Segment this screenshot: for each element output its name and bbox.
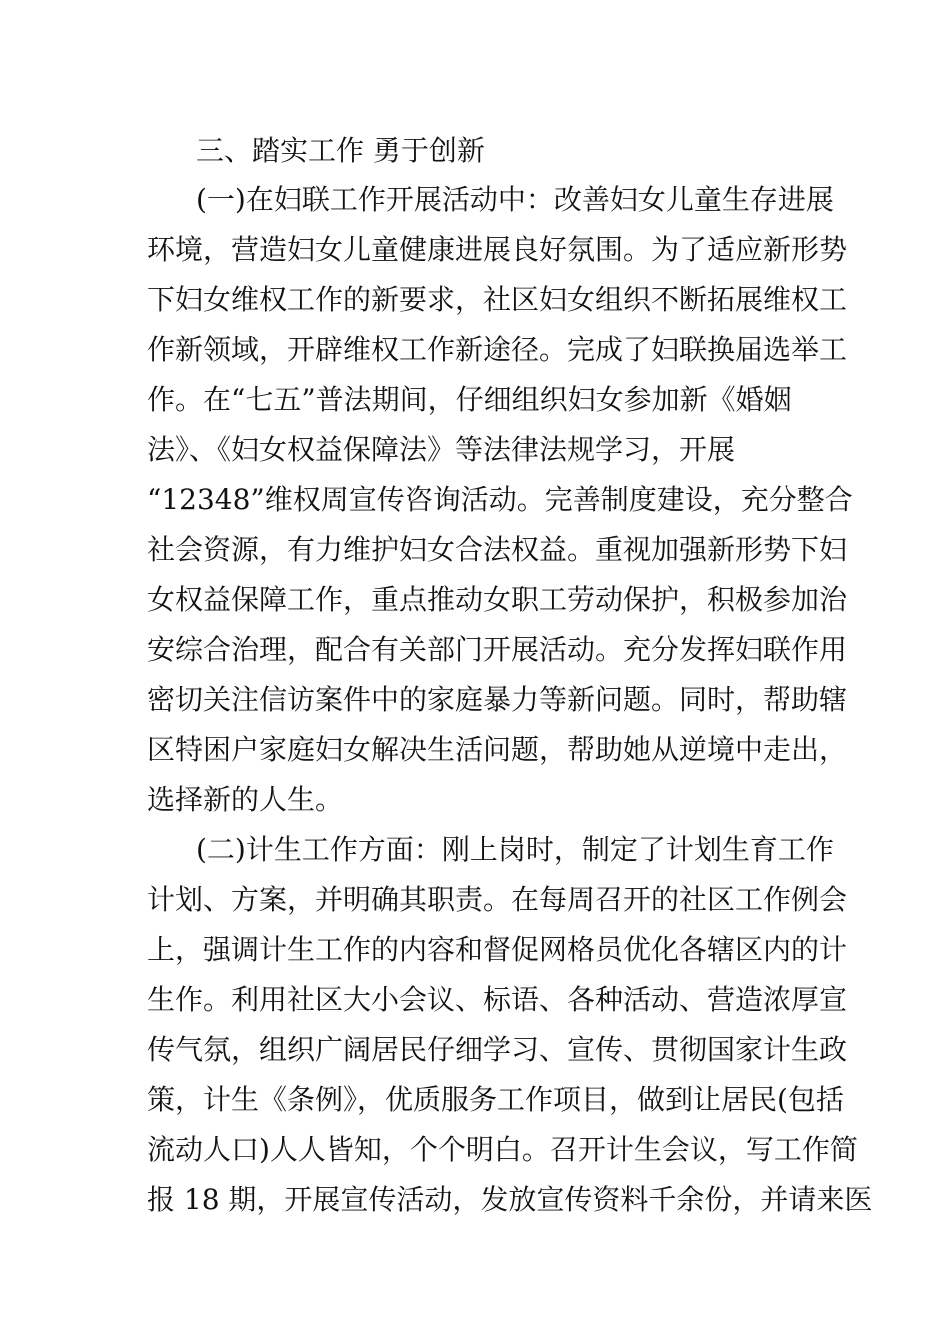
paragraph-line: 计划、方案，并明确其职责。在每周召开的社区工作例会 [147,883,848,916]
section-heading [0,126,950,176]
paragraph-line: 生作。利用社区大小会议、标语、各种活动、营造浓厚宣 [147,983,848,1016]
paragraph-line: 下妇女维权工作的新要求，社区妇女组织不断拓展维权工 [147,283,848,316]
paragraph-line: 选择新的人生。 [147,783,344,816]
paragraph-line: 密切关注信访案件中的家庭暴力等新问题。同时，帮助辖 [147,683,848,716]
paragraph-line: (一)在妇联工作开展活动中：改善妇女儿童生存进展 [196,183,834,216]
paragraph-line: 女权益保障工作，重点推动女职工劳动保护，积极参加治 [147,583,848,616]
paragraph-line: “12348”维权周宣传咨询活动。完善制度建设，充分整合 [147,483,853,516]
paragraph-line: 环境，营造妇女儿童健康进展良好氛围。为了适应新形势 [147,233,848,266]
paragraph-line: 报 18 期，开展宣传活动，发放宣传资料千余份，并请来医 [147,1183,873,1216]
paragraph-line: 安综合治理，配合有关部门开展活动。充分发挥妇联作用 [147,633,848,666]
paragraph-line: 社会资源，有力维护妇女合法权益。重视加强新形势下妇 [147,533,848,566]
paragraph-line: 策，计生《条例》，优质服务工作项目，做到让居民(包括 [147,1083,844,1116]
paragraph-line: 上，强调计生工作的内容和督促网格员优化各辖区内的计 [147,933,848,966]
section-heading-text: 三、踏实工作 勇于创新 [196,134,485,167]
paragraph-line: 区特困户家庭妇女解决生活问题，帮助她从逆境中走出， [147,733,848,766]
paragraph-line: 作新领域，开辟维权工作新途径。完成了妇联换届选举工 [147,333,848,366]
paragraph-line: 流动人口)人人皆知，个个明白。召开计生会议，写工作简 [147,1133,858,1166]
paragraph-line: (二)计生工作方面：刚上岗时，制定了计划生育工作 [196,833,834,866]
paragraph-line: 作。在“七五”普法期间，仔细组织妇女参加新《婚姻 [147,383,792,416]
paragraph-line: 法》、《妇女权益保障法》等法律法规学习，开展 [147,433,736,466]
paragraph-line: 传气氛，组织广阔居民仔细学习、宣传、贯彻国家计生政 [147,1033,848,1066]
